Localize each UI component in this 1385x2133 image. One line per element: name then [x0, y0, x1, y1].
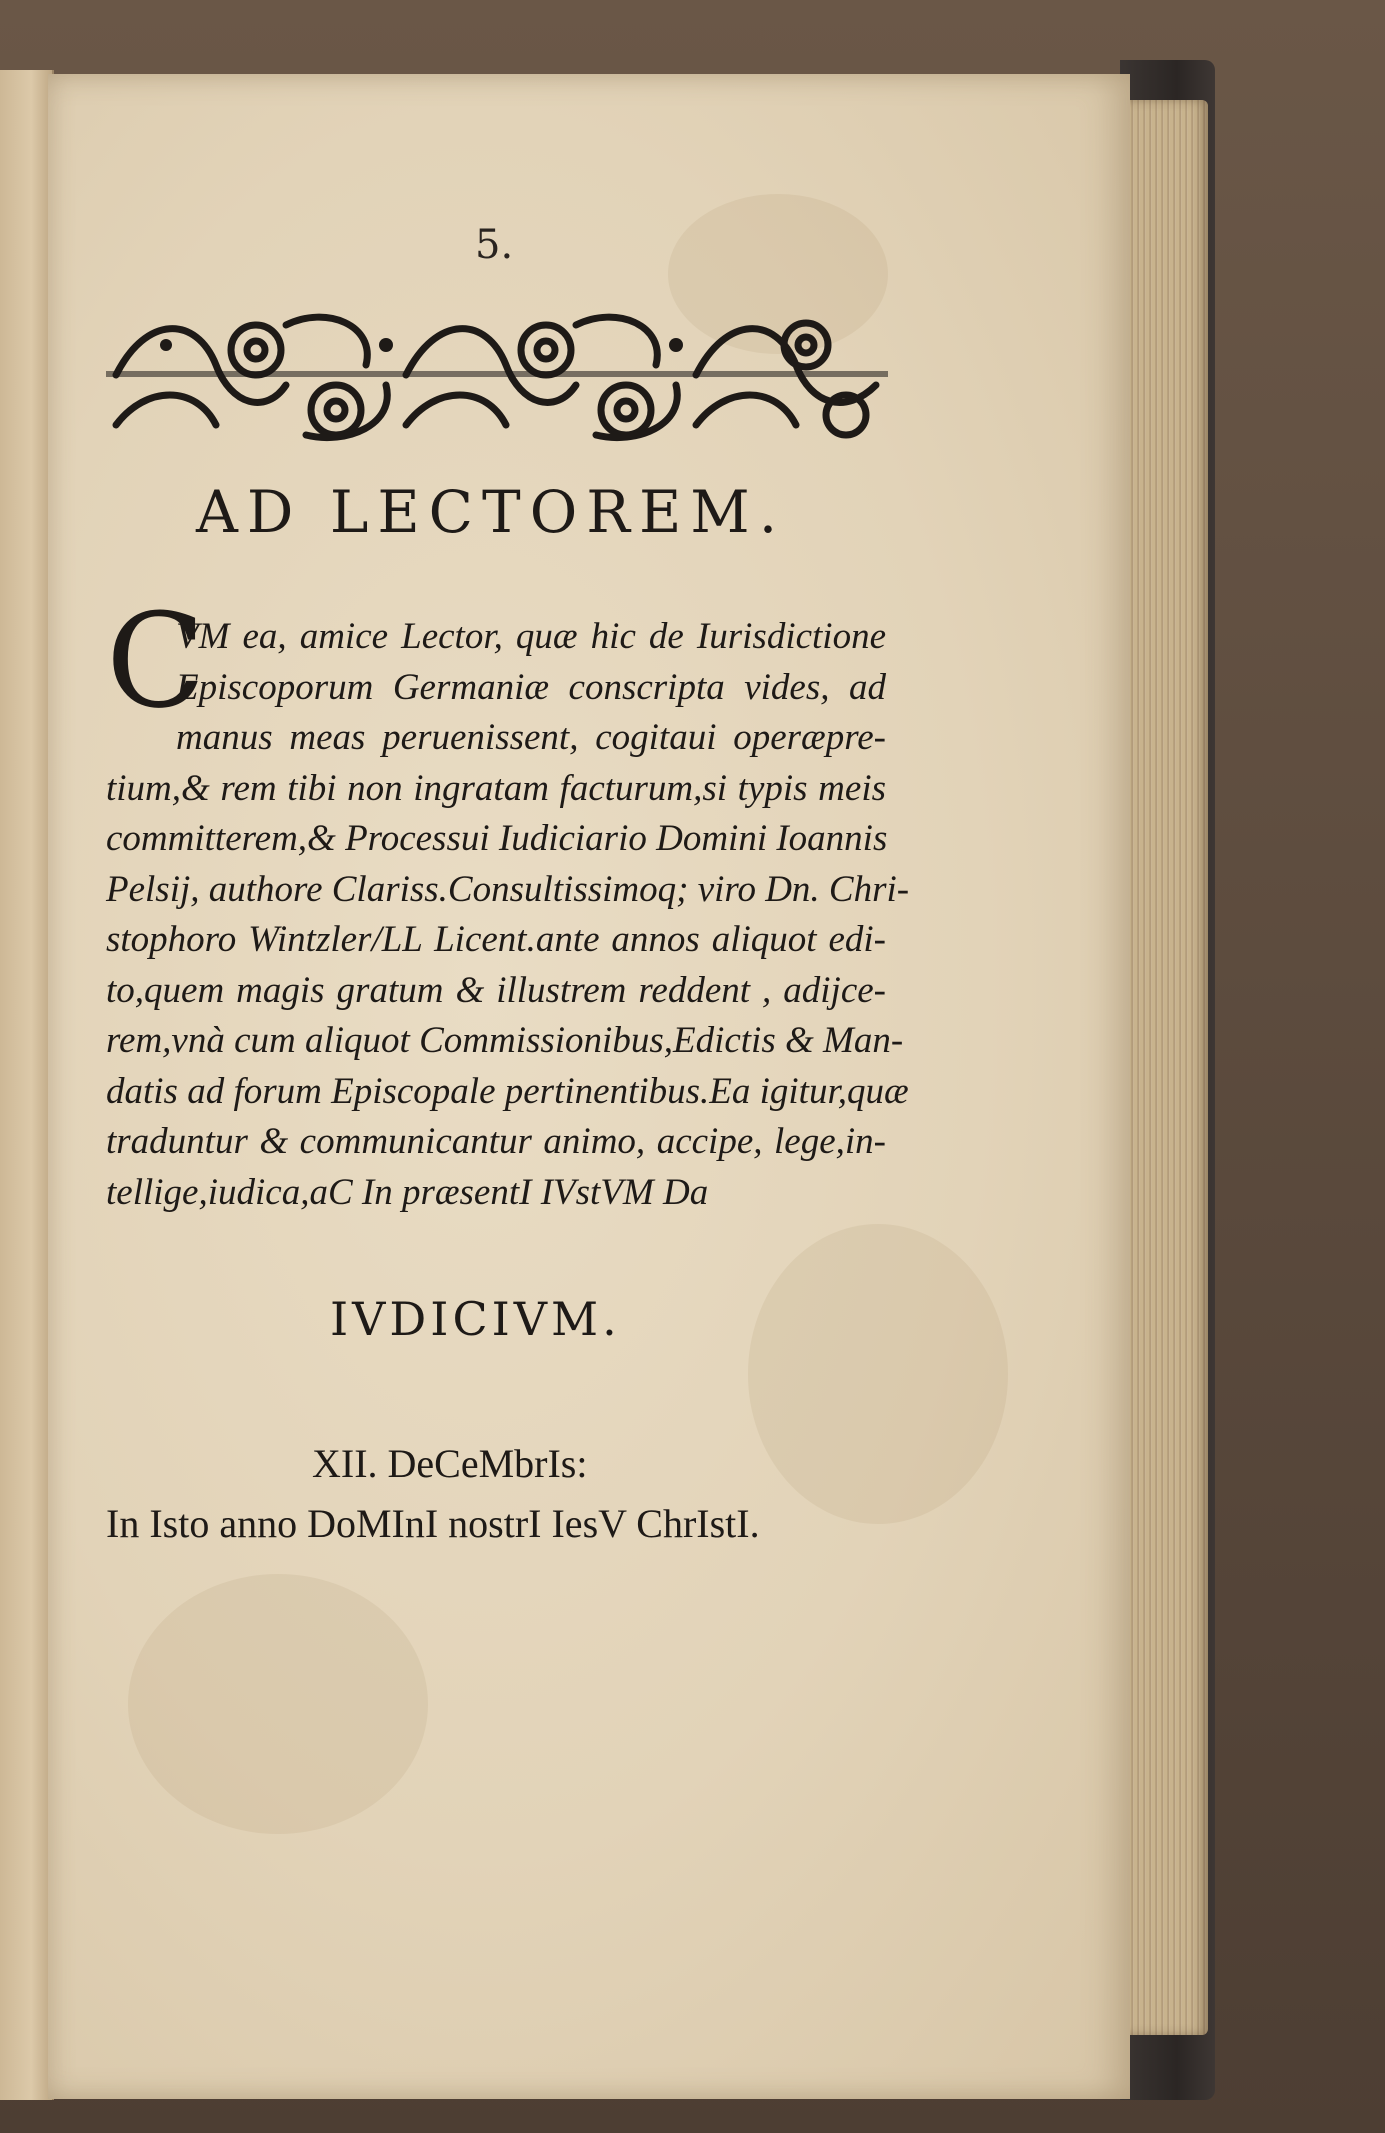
body-paragraph — [106, 612, 910, 1218]
body-line: tellige,iudica,aC In præsentI IVstVM Da — [106, 1171, 709, 1213]
section-subheading: IVDICIVM. — [330, 1292, 621, 1346]
page-edges — [1128, 100, 1208, 2035]
date-line: XII. DeCeMbrIs: — [312, 1441, 588, 1486]
body-line: rem,vnà cum aliquot Commissionibus,Edictis & Man- — [106, 1020, 904, 1061]
body-line: to,quem magis gratum & illustrem reddent , adijce- — [106, 969, 886, 1011]
drop-cap-initial: C — [106, 585, 206, 737]
chronogram-line: In Isto anno DoMInI nostrI IesV ChrIstI. — [106, 1501, 760, 1546]
body-line: datis ad forum Episcopale pertinentibus.Ea igitur,quæ — [106, 1070, 909, 1112]
paper-stain — [128, 1574, 428, 1834]
body-line: tium,& rem tibi non ingratam facturum,si typis meis — [106, 767, 886, 809]
body-line: VM ea, amice Lector, quæ hic de Iurisdictione — [176, 616, 886, 657]
facing-page-edge — [0, 70, 54, 2100]
body-line: committerem,& Processui Iudiciario Domini Ioannis — [106, 818, 888, 859]
body-line: traduntur & communicantur animo, accipe, lege,in- — [106, 1121, 886, 1162]
body-line: manus meas peruenissent, cogitaui operæpre- — [176, 717, 886, 758]
body-line: Episcoporum Germaniæ conscripta vides, ad — [176, 666, 886, 708]
page-heading: AD LECTOREM. — [196, 478, 787, 546]
body-line: stophoro Wintzler/LL Licent.ante annos aliquot edi- — [106, 919, 886, 960]
paper-stain — [748, 1224, 1008, 1524]
decorative-headpiece — [106, 305, 888, 447]
body-line: Pelsij, authore Clariss.Consultissimoq; viro Dn. Chri- — [106, 868, 910, 910]
page-number: 5. — [475, 222, 514, 268]
